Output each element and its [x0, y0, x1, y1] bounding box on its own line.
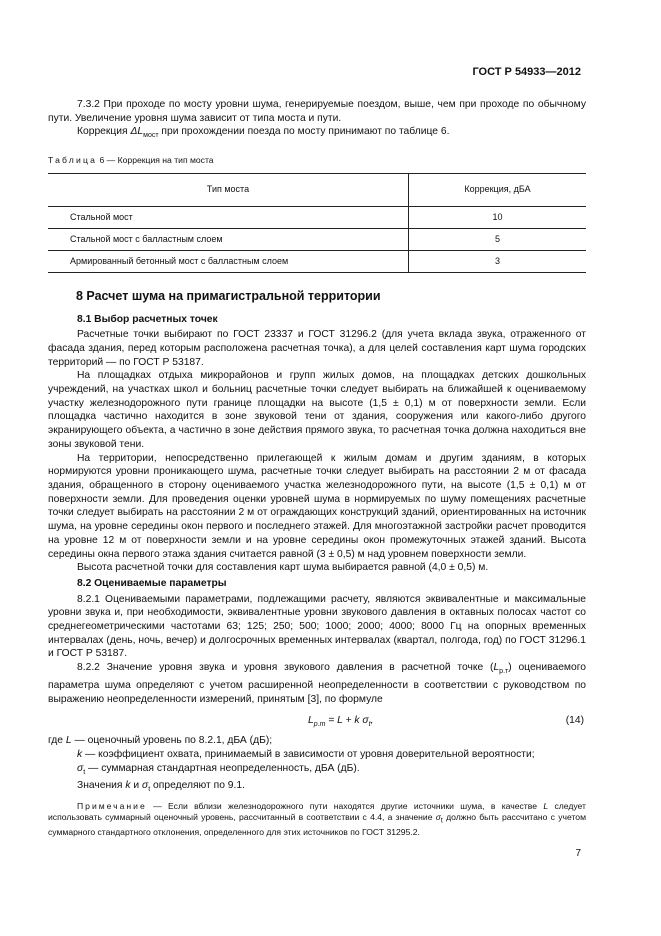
subsection-8-1-heading: 8.1 Выбор расчетных точек — [77, 313, 218, 325]
note: Примечание — Если вблизи железнодорожного пути находятся другие источники шума, в качестве L следует использовать суммарный оценочный уровень, рассчитанный в соответствии с 4.4, а значение $\sigma_t$ должно быть рассчитано с учетом суммарного стандартного отклонения, определенного для этих источников по ГОСТ 31295.2. — [48, 801, 586, 838]
bridge-type-cell: Стальной мост с балластным слоем — [48, 228, 408, 250]
table-header-row — [48, 173, 586, 206]
section-8-heading: 8 Расчет шума на примагистральной территории — [76, 288, 381, 303]
table-row — [48, 250, 586, 272]
paragraph-8-2-2: 8.2.2 Значение уровня звука и уровня звукового давления в расчетной точке $(L_{р.т})$ оцениваемого параметра шума определяют с учетом расширенной неопределенности в соответствии с руководством по выражению неопределенности измерений, принятым [3], по формуле — [48, 662, 586, 705]
formula-expression: $L_{р.т} = L + k$ $\sigma_t$, — [308, 715, 374, 729]
definition-k: k — коэффициент охвата, принимаемый в зависимости от уровня доверительной вероятности; — [77, 749, 535, 760]
bridge-type-cell: Стальной мост — [48, 206, 408, 228]
column-header-correction: Коррекция, дБА — [408, 173, 586, 206]
column-header-bridge-type: Тип моста — [48, 173, 408, 206]
correction-cell: 10 — [408, 206, 586, 228]
table-caption: Таблица 6 — Коррекция на тип моста — [48, 155, 214, 166]
values-reference: Значения k и $\sigma_t$ определяют по 9.1. — [77, 780, 245, 794]
paragraph-8-1-c: На территории, непосредственно прилегающей к жилым домам и другим зданиям, в которых нормируются уровни проникающего шума, расчетные точки следует выбирать на расстоянии 2 м от фасада здания, обращенного в сторону оцениваемого участка железнодорожного пути, на высоте (1,5 ± 0,1) м от поверхности земли. Для проведения оценки уровней шума в нормируемых по шуму помещениях расчетные точки следует выбирать на расстоянии 2 м от ограждающих конструкций зданий, ориентированных на источник шума, на уровне середины окон первого и последнего этажей. Для многоэтажной застройки расчет проводится на уровне 12 м от поверхности земли и на уровне середины окон промежуточных этажей зданий. Высота середины окна первого этажа здания считается равной (3 ± 0,5) м над уровнем поверхности земли. — [48, 452, 586, 560]
table-row — [48, 206, 586, 228]
document-code: ГОСТ Р 54933—2012 — [472, 66, 581, 78]
table-row — [48, 228, 586, 250]
paragraph-7-3-2: 7.3.2 При проходе по мосту уровни шума, генерируемые поездом, выше, чем при проходе по обычному пути. Увеличение уровня шума зависит от типа моста и пути. — [48, 99, 586, 124]
correction-cell: 5 — [408, 228, 586, 250]
correction-cell: 3 — [408, 250, 586, 272]
page-content — [48, 98, 586, 839]
paragraph-8-1-d: Высота расчетной точки для составления карт шума выбирается равной (4,0 ± 0,5) м. — [77, 562, 489, 574]
formula-14 — [48, 710, 586, 734]
table-bridge-correction — [48, 173, 586, 273]
subsection-8-2-heading: 8.2 Оцениваемые параметры — [77, 577, 227, 589]
paragraph-8-2-1: 8.2.1 Оцениваемыми параметрами, подлежащими расчету, являются эквивалентные и максимальные уровни звука и, при необходимости, эквивалентные уровни звукового давления в октавных полосах частот со среднегеометрическими частотами 63; 125; 250; 500; 1000; 2000; 4000; 8000 Гц на опорных временных интервалах (день, ночь, вечер) и долгосрочных временных интервалах (квартал, полгода, год) по ГОСТ 31296.1 и ГОСТ Р 53187. — [48, 593, 586, 660]
formula-number: (14) — [565, 715, 584, 727]
bridge-type-cell: Армированный бетонный мост с балластным слоем — [48, 250, 408, 272]
paragraph-8-1-b: На площадках отдыха микрорайонов и групп жилых домов, на площадках детских дошкольных учреждений, на участках школ и больниц расчетные точки следует выбирать на ближайшей к оцениваемому участку железнодорожного пути границе площадки на высоте (1,5 ± 0,1) м от поверхности земли. Если площадка частично находится в зоне звуковой тени от здания, сооружения или какого-либо другого экранирующего объекта, а частично в зоне действия прямого звука, то расчетная точка должна находиться вне зоны звуковой тени. — [48, 370, 586, 450]
definition-L: где L — оценочный уровень по 8.2.1, дБА (дБ); — [48, 735, 273, 747]
correction-paragraph: Коррекция $\Delta L_{мост}$ при прохождении поезда по мосту принимают по таблице 6. — [77, 126, 450, 140]
page-number: 7 — [575, 848, 581, 859]
paragraph-8-1-a: Расчетные точки выбирают по ГОСТ 23337 и ГОСТ 31296.2 (для учета вклада звука, отраженного от фасада здания, перед которым расположена расчетная точка), а для целей составления карт шума городских территорий — по ГОСТ Р 53187. — [48, 329, 586, 368]
definition-sigma: $\sigma_t$ — суммарная стандартная неопределенность, дБА (дБ). — [77, 762, 360, 776]
